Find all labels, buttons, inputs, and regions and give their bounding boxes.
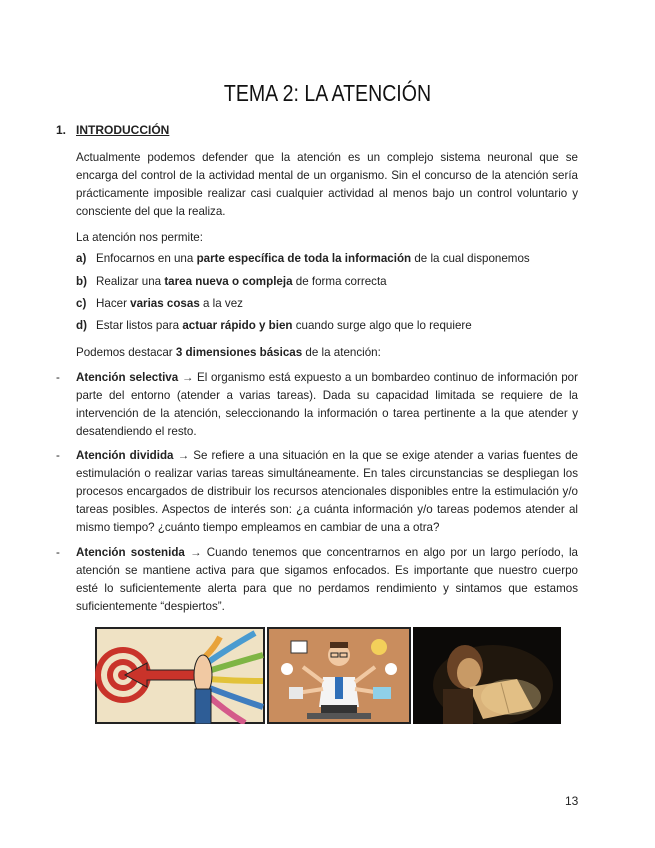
list-item: [76, 317, 472, 335]
sustained-attention-image: [413, 627, 561, 724]
list-bold: actuar rápido y bien: [182, 319, 293, 332]
intro-paragraph: Actualmente podemos defender que la atención es un complejo sistema neuronal que se encarga del control de la actividad mental de un organismo. Sin el concurso de la atención sería prácticamente imposible realizar casi cualquier actividad al menos bajo un control voluntario y consciente del que la realiza.: [76, 151, 578, 218]
dimension-item: [56, 369, 578, 441]
arrow-glyph: →: [184, 546, 207, 559]
page-title: TEMA 2: LA ATENCIÓN: [223, 80, 432, 106]
list-item: [76, 250, 530, 268]
dimension-text: El organismo está expuesto a un bombardeo continuo de información por parte del entorno (atender a varias tareas). Dada su capacidad limitada se requiere de la intervención de la atención, seleccionando la información o tarea pertinente a la que atender y desatendiendo el resto.: [76, 371, 578, 438]
arrow-glyph: →: [178, 371, 198, 384]
arrow-glyph: →: [173, 449, 194, 462]
list-marker: d): [76, 319, 87, 332]
dimension-item: [56, 544, 578, 616]
list-marker: c): [76, 297, 87, 310]
list-item: [76, 295, 243, 313]
dimension-name: Atención dividida: [76, 449, 174, 462]
list-bold: tarea nueva o compleja: [164, 275, 293, 288]
list-text: Estar listos para: [96, 319, 183, 332]
selective-attention-image: [95, 627, 265, 724]
permits-label: La atención nos permite:: [76, 231, 203, 244]
dimensions-intro: [76, 344, 381, 362]
dimension-item: [56, 447, 578, 537]
dash-bullet: -: [56, 546, 60, 559]
divided-attention-image: [267, 627, 411, 724]
list-text: de forma correcta: [292, 275, 387, 288]
section-heading: [56, 123, 169, 137]
list-item: [76, 273, 387, 291]
list-marker: b): [76, 275, 87, 288]
list-text: Enfocarnos en una: [96, 252, 197, 265]
dimension-name: Atención selectiva: [76, 371, 179, 384]
dimension-text: Se refiere a una situación en la que se exige atender a varias fuentes de estimulación o realizar varias tareas simultáneamente. En tales circunstancias se despliegan los procesos encargados de distribuir los recursos atencionales disponibles entre la estimulación y/o tareas posibles. Aspectos de interés son: ¿a cuánta información y/o tareas podemos atender al mismo tiempo? ¿cuánto tiempo empleamos en cambiar de una a otra?: [76, 449, 578, 534]
section-number: 1.: [56, 123, 67, 137]
list-bold: varias cosas: [130, 297, 200, 310]
dimension-text: Cuando tenemos que concentrarnos en algo por un largo período, la atención se mantiene activa para que sigamos enfocados. Es importante que nuestro cuerpo esté lo suficientemente alerta para que no perdamos rendimiento y sintamos que estamos suficientemente “despiertos”.: [76, 546, 579, 613]
dimensions-intro-bold: 3 dimensiones básicas: [175, 346, 303, 359]
dash-bullet: -: [56, 449, 60, 462]
list-text: de la cual disponemos: [411, 252, 530, 265]
dimension-name: Atención sostenida: [76, 546, 185, 559]
list-bold: parte específica de toda la información: [196, 252, 412, 265]
page-number: 13: [565, 794, 579, 808]
dimensions-intro-text: de la atención:: [302, 346, 381, 359]
section-label: INTRODUCCIÓN: [76, 123, 170, 137]
list-text: Hacer: [96, 297, 131, 310]
list-text: cuando surge algo que lo requiere: [292, 319, 472, 332]
list-text: Realizar una: [96, 275, 165, 288]
list-marker: a): [76, 252, 87, 265]
dimensions-intro-text: Podemos destacar: [76, 346, 176, 359]
list-text: a la vez: [199, 297, 243, 310]
dash-bullet: -: [56, 371, 60, 384]
